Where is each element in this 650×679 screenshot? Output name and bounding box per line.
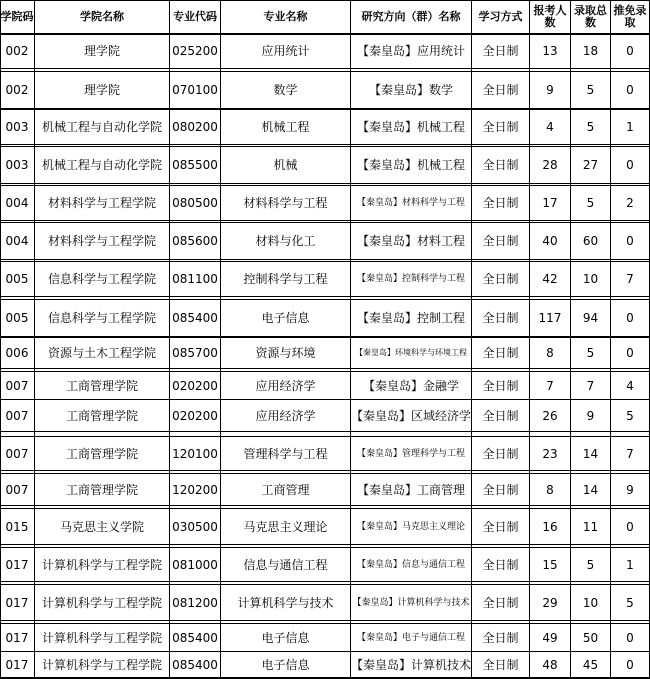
cell-admitted-total: 10 (582, 595, 599, 610)
cell-college-code: 005 (5, 272, 29, 286)
cell-applicants: 48 (542, 658, 558, 672)
cell-admitted-total: 14 (582, 482, 599, 497)
cell-applicants: 29 (542, 595, 558, 610)
cell-applicants: 8 (546, 346, 554, 360)
cell-college-name: 计算机科学与工程学院 (41, 630, 162, 645)
cell-study-mode: 全日制 (482, 234, 519, 248)
cell-college-name: 信息科学与工程学院 (47, 272, 156, 286)
row-divider (0, 68, 650, 69)
row-divider (0, 547, 650, 548)
column-divider (529, 0, 530, 678)
cell-major-code: 081000 (172, 557, 218, 572)
cell-applicants: 26 (542, 408, 558, 423)
cell-major-code: 085400 (172, 630, 218, 645)
header-college-code: 学院码 (0, 10, 34, 23)
cell-exempt-admitted: 5 (626, 408, 634, 423)
cell-major-name: 机械工程 (261, 120, 310, 134)
row-divider (0, 296, 650, 297)
cell-major-code: 120200 (172, 482, 218, 497)
table-row (0, 548, 650, 581)
table-row (0, 262, 650, 296)
cell-research-direction: 【秦皇岛】环境科学与环境工程 (355, 348, 467, 357)
cell-applicants: 49 (542, 630, 558, 645)
cell-exempt-admitted: 2 (626, 196, 634, 210)
row-divider (0, 470, 650, 471)
row-divider (0, 0, 650, 1)
cell-research-direction: 【秦皇岛】控制科学与工程 (356, 274, 465, 284)
row-divider (0, 584, 650, 585)
table-row (0, 624, 650, 651)
cell-major-code: 020200 (172, 378, 218, 393)
header-study-mode: 学习方式 (478, 10, 523, 23)
header-research-direction: 研究方向（群）名称 (361, 10, 461, 23)
cell-college-name: 马克思主义学院 (59, 519, 144, 534)
cell-major-code: 085500 (172, 158, 218, 172)
cell-applicants: 7 (546, 378, 554, 393)
cell-research-direction: 【秦皇岛】马克思主义理论 (356, 521, 465, 532)
header-major-code: 专业代码 (173, 10, 217, 23)
cell-applicants: 9 (546, 83, 554, 97)
row-divider (0, 399, 650, 400)
cell-college-name: 信息科学与工程学院 (47, 311, 156, 325)
cell-college-name: 计算机科学与工程学院 (41, 658, 162, 672)
cell-admitted-total: 5 (586, 346, 595, 360)
cell-college-code: 003 (5, 120, 29, 134)
row-divider (0, 371, 650, 372)
row-divider (0, 261, 650, 262)
cell-major-name: 管理科学与工程 (243, 446, 328, 461)
cell-exempt-admitted: 9 (626, 482, 634, 497)
cell-applicants: 8 (546, 482, 554, 497)
cell-admitted-total: 11 (582, 519, 599, 534)
cell-research-direction: 【秦皇岛】材料科学与工程 (356, 198, 465, 208)
cell-research-direction: 【秦皇岛】电子与通信工程 (356, 632, 465, 643)
cell-college-name: 工商管理学院 (65, 446, 138, 461)
column-divider (169, 0, 170, 678)
cell-study-mode: 全日制 (482, 83, 519, 97)
cell-research-direction: 【秦皇岛】机械工程 (356, 120, 465, 134)
cell-college-name: 材料科学与工程学院 (47, 196, 156, 210)
cell-college-name: 理学院 (83, 44, 120, 58)
cell-research-direction: 【秦皇岛】金融学 (362, 378, 459, 393)
cell-applicants: 40 (542, 234, 558, 248)
cell-major-code: 085700 (172, 346, 218, 360)
cell-college-code: 003 (5, 158, 29, 172)
cell-admitted-total: 14 (582, 446, 599, 461)
cell-major-code: 085600 (172, 234, 218, 248)
row-divider (0, 185, 650, 186)
cell-exempt-admitted: 7 (626, 446, 634, 461)
column-divider (220, 0, 221, 678)
cell-college-name: 理学院 (83, 83, 120, 97)
cell-applicants: 17 (542, 196, 558, 210)
cell-research-direction: 【秦皇岛】信息与通信工程 (356, 559, 465, 570)
column-divider (350, 0, 351, 678)
table-row (0, 300, 650, 336)
cell-college-name: 机械工程与自动化学院 (41, 158, 162, 172)
row-divider (0, 34, 650, 35)
cell-study-mode: 全日制 (482, 346, 519, 360)
cell-admitted-total: 7 (586, 378, 595, 393)
cell-college-code: 002 (5, 44, 29, 58)
cell-exempt-admitted: 4 (626, 378, 634, 393)
cell-applicants: 23 (542, 446, 558, 461)
cell-research-direction: 【秦皇岛】计算机技术 (351, 658, 471, 672)
table-row (0, 437, 650, 470)
cell-college-code: 002 (5, 83, 29, 97)
row-divider (0, 473, 650, 474)
cell-major-code: 081100 (172, 272, 218, 286)
table-row (0, 223, 650, 259)
row-divider (0, 623, 650, 624)
cell-major-name: 数学 (273, 83, 298, 97)
cell-exempt-admitted: 0 (626, 83, 634, 97)
column-divider (610, 0, 611, 678)
cell-exempt-admitted: 7 (626, 272, 634, 286)
cell-admitted-total: 5 (586, 196, 595, 210)
cell-college-code: 017 (5, 658, 29, 672)
cell-major-code: 080500 (172, 196, 218, 210)
cell-admitted-total: 9 (586, 408, 595, 423)
cell-major-name: 电子信息 (261, 630, 310, 645)
cell-major-name: 应用统计 (261, 44, 310, 58)
cell-major-name: 计算机科学与技术 (237, 595, 334, 610)
cell-college-code: 017 (5, 595, 29, 610)
row-divider (0, 146, 650, 147)
cell-study-mode: 全日制 (482, 311, 519, 325)
cell-study-mode: 全日制 (482, 272, 519, 286)
cell-study-mode: 全日制 (482, 557, 519, 572)
table-row (0, 585, 650, 620)
cell-college-name: 计算机科学与工程学院 (41, 595, 162, 610)
cell-major-name: 电子信息 (261, 658, 310, 672)
cell-research-direction: 【秦皇岛】区域经济学 (351, 408, 471, 423)
cell-exempt-admitted: 0 (626, 519, 634, 534)
row-divider (0, 109, 650, 110)
cell-exempt-admitted: 0 (626, 158, 634, 172)
cell-admitted-total: 18 (582, 44, 599, 58)
cell-major-name: 材料与化工 (255, 234, 316, 248)
cell-applicants: 4 (546, 120, 554, 134)
cell-admitted-total: 27 (582, 158, 599, 172)
cell-college-code: 007 (5, 446, 29, 461)
row-divider (0, 222, 650, 223)
cell-admitted-total: 10 (582, 272, 599, 286)
column-divider (0, 0, 1, 678)
cell-major-name: 应用经济学 (255, 378, 316, 393)
cell-exempt-admitted: 1 (626, 120, 634, 134)
cell-exempt-admitted: 0 (626, 658, 634, 672)
column-divider (34, 0, 35, 678)
cell-applicants: 13 (542, 44, 558, 58)
row-divider (0, 505, 650, 506)
cell-study-mode: 全日制 (482, 120, 519, 134)
cell-college-code: 007 (5, 378, 29, 393)
cell-admitted-total: 50 (582, 630, 599, 645)
row-divider (0, 220, 650, 221)
cell-exempt-admitted: 0 (626, 234, 634, 248)
cell-research-direction: 【秦皇岛】管理科学与工程 (356, 448, 465, 459)
cell-exempt-admitted: 5 (626, 595, 634, 610)
table-row (0, 372, 650, 399)
table-row (0, 474, 650, 505)
cell-exempt-admitted: 0 (626, 630, 634, 645)
cell-applicants: 15 (542, 557, 558, 572)
cell-college-name: 工商管理学院 (65, 378, 138, 393)
cell-major-name: 信息与通信工程 (243, 557, 328, 572)
cell-exempt-admitted: 1 (626, 557, 634, 572)
cell-admitted-total: 45 (582, 658, 599, 672)
cell-major-code: 080200 (172, 120, 218, 134)
cell-college-name: 工商管理学院 (65, 408, 138, 423)
cell-study-mode: 全日制 (482, 658, 519, 672)
cell-college-code: 004 (5, 196, 29, 210)
cell-college-code: 004 (5, 234, 29, 248)
cell-college-code: 005 (5, 311, 29, 325)
row-divider (0, 299, 650, 300)
cell-applicants: 28 (542, 158, 558, 172)
cell-major-name: 控制科学与工程 (243, 272, 328, 286)
cell-admitted-total: 5 (586, 557, 595, 572)
row-divider (0, 544, 650, 545)
cell-college-name: 资源与土木工程学院 (47, 346, 156, 360)
cell-major-code: 081200 (172, 595, 218, 610)
cell-college-code: 017 (5, 630, 29, 645)
cell-college-name: 计算机科学与工程学院 (41, 557, 162, 572)
column-divider (471, 0, 472, 678)
header-major-name: 专业名称 (263, 10, 308, 23)
cell-major-code: 070100 (172, 83, 218, 97)
table-row (0, 400, 650, 431)
cell-study-mode: 全日制 (482, 158, 519, 172)
table-row (0, 147, 650, 183)
cell-major-name: 电子信息 (261, 311, 310, 325)
header-college-name: 学院名称 (80, 10, 124, 23)
cell-study-mode: 全日制 (482, 630, 519, 645)
table-row (0, 652, 650, 678)
cell-research-direction: 【秦皇岛】机械工程 (356, 158, 465, 172)
cell-study-mode: 全日制 (482, 446, 519, 461)
cell-college-name: 机械工程与自动化学院 (41, 120, 162, 134)
cell-exempt-admitted: 0 (626, 311, 634, 325)
cell-research-direction: 【秦皇岛】材料工程 (356, 234, 465, 248)
cell-admitted-total: 94 (582, 311, 599, 325)
cell-major-name: 马克思主义理论 (243, 519, 328, 534)
cell-study-mode: 全日制 (482, 408, 519, 423)
cell-research-direction: 【秦皇岛】计算机科学与技术 (352, 597, 470, 608)
cell-major-code: 030500 (172, 519, 218, 534)
cell-research-direction: 【秦皇岛】数学 (368, 83, 453, 97)
cell-major-code: 085400 (172, 658, 218, 672)
table-row (0, 110, 650, 144)
table-row (0, 186, 650, 220)
cell-research-direction: 【秦皇岛】应用统计 (356, 44, 465, 58)
cell-college-name: 工商管理学院 (65, 482, 138, 497)
table-row (0, 72, 650, 108)
cell-study-mode: 全日制 (482, 196, 519, 210)
cell-major-code: 085400 (172, 311, 218, 325)
row-divider (0, 620, 650, 621)
header-exempt-admitted: 推免录取 (613, 4, 647, 29)
cell-college-code: 007 (5, 482, 29, 497)
cell-applicants: 16 (542, 519, 558, 534)
row-divider (0, 436, 650, 437)
cell-major-code: 120100 (172, 446, 218, 461)
cell-major-name: 工商管理 (261, 482, 310, 497)
column-divider (570, 0, 571, 678)
cell-major-code: 020200 (172, 408, 218, 423)
cell-study-mode: 全日制 (482, 482, 519, 497)
cell-college-code: 006 (5, 346, 29, 360)
cell-exempt-admitted: 0 (626, 346, 634, 360)
cell-study-mode: 全日制 (482, 595, 519, 610)
row-divider (0, 337, 650, 338)
cell-college-name: 材料科学与工程学院 (47, 234, 156, 248)
cell-major-name: 资源与环境 (255, 346, 316, 360)
cell-research-direction: 【秦皇岛】工商管理 (356, 482, 465, 497)
row-divider (0, 368, 650, 369)
cell-college-code: 017 (5, 557, 29, 572)
cell-study-mode: 全日制 (482, 44, 519, 58)
cell-exempt-admitted: 0 (626, 44, 634, 58)
cell-applicants: 42 (542, 272, 558, 286)
row-divider (0, 581, 650, 582)
row-divider (0, 259, 650, 260)
table-row (0, 509, 650, 544)
cell-major-name: 应用经济学 (255, 408, 316, 423)
cell-study-mode: 全日制 (482, 519, 519, 534)
table-row (0, 338, 650, 368)
table-row (0, 34, 650, 68)
cell-admitted-total: 5 (586, 83, 595, 97)
row-divider (0, 71, 650, 72)
row-divider (0, 508, 650, 509)
row-divider (0, 144, 650, 145)
row-divider (0, 183, 650, 184)
cell-admitted-total: 5 (586, 120, 595, 134)
table-header (0, 0, 650, 34)
cell-admitted-total: 60 (582, 234, 599, 248)
cell-study-mode: 全日制 (482, 378, 519, 393)
cell-major-name: 材料科学与工程 (243, 196, 328, 210)
row-divider (0, 651, 650, 652)
row-divider (0, 431, 650, 432)
header-applicants: 报考人数 (533, 4, 567, 29)
cell-college-code: 015 (5, 519, 29, 534)
cell-major-code: 025200 (172, 44, 218, 58)
cell-research-direction: 【秦皇岛】控制工程 (356, 311, 465, 325)
cell-applicants: 117 (538, 311, 562, 325)
header-admitted-total: 录取总数 (574, 4, 607, 29)
cell-college-code: 007 (5, 408, 29, 423)
cell-major-name: 机械 (273, 158, 298, 172)
